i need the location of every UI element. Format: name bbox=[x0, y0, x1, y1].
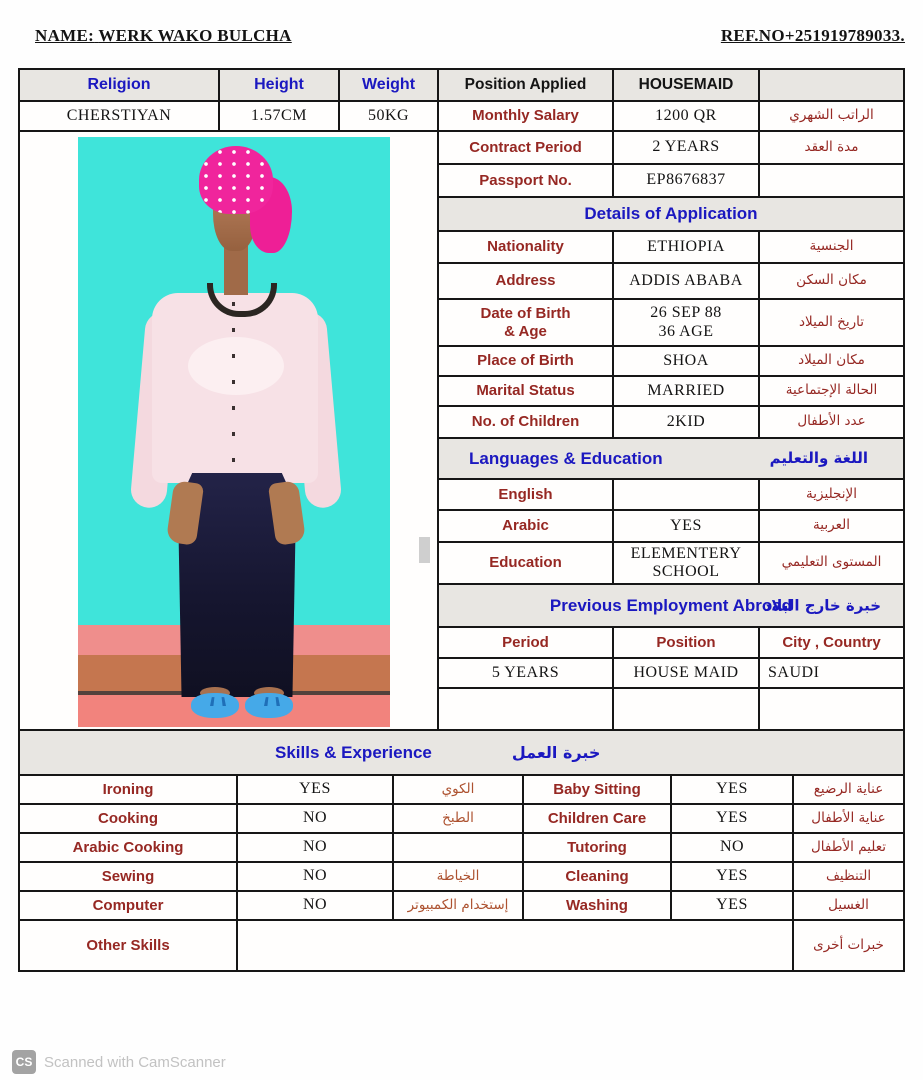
contract-period-label: Contract Period bbox=[439, 132, 612, 163]
english-arabic: الإنجليزية bbox=[760, 480, 903, 509]
camscanner-text: Scanned with CamScanner bbox=[44, 1053, 226, 1071]
photo-flipflop-right bbox=[245, 693, 293, 718]
employment-city-2 bbox=[760, 689, 903, 729]
other-skills-row bbox=[20, 921, 903, 970]
address-arabic: مكان السكن bbox=[760, 264, 903, 298]
row-contract-period bbox=[439, 132, 903, 163]
contract-period-value: 2 YEARS bbox=[614, 132, 758, 163]
nationality-arabic: الجنسية bbox=[760, 232, 903, 262]
skill-ironing-arabic: الكوي bbox=[394, 776, 522, 803]
skill-sewing-arabic: الخياطة bbox=[394, 863, 522, 890]
nationality-label: Nationality bbox=[439, 232, 612, 262]
skill-arabic-cooking-arabic bbox=[394, 834, 522, 861]
skill-computer: Computer bbox=[20, 892, 236, 919]
cv-table bbox=[18, 68, 905, 972]
name-label: NAME: bbox=[35, 26, 95, 45]
passport-arabic bbox=[760, 165, 903, 196]
employment-period-2 bbox=[439, 689, 612, 729]
skill-babysitting-arabic: عناية الرضيع bbox=[794, 776, 903, 803]
contract-period-arabic: مدة العقد bbox=[760, 132, 903, 163]
row-education bbox=[439, 543, 903, 583]
languages-section-header bbox=[439, 439, 903, 478]
marital-status-value: MARRIED bbox=[614, 377, 758, 405]
address-label: Address bbox=[439, 264, 612, 298]
details-column bbox=[439, 132, 903, 729]
skill-cooking-arabic: الطبخ bbox=[394, 805, 522, 832]
place-of-birth-label: Place of Birth bbox=[439, 347, 612, 375]
col-height: Height bbox=[220, 70, 338, 100]
employment-period: 5 YEARS bbox=[439, 659, 612, 687]
marital-status-arabic: الحالة الإجتماعية bbox=[760, 377, 903, 405]
skill-computer-value: NO bbox=[238, 892, 392, 919]
empty-header-cell bbox=[760, 70, 903, 100]
dob-value-line1: 26 SEP 88 bbox=[650, 304, 722, 322]
photo-edge-mark bbox=[419, 537, 430, 563]
photo-blouse-detail bbox=[188, 337, 284, 395]
religion-value: CHERSTIYAN bbox=[20, 102, 218, 130]
col-position-applied: Position Applied bbox=[439, 70, 612, 100]
skill-cleaning: Cleaning bbox=[524, 863, 670, 890]
employment-section-header bbox=[439, 585, 903, 626]
other-skills-value bbox=[238, 921, 792, 970]
place-of-birth-arabic: مكان الميلاد bbox=[760, 347, 903, 375]
children-label: No. of Children bbox=[439, 407, 612, 437]
salary-label: Monthly Salary bbox=[439, 102, 612, 130]
row-arabic-lang bbox=[439, 511, 903, 541]
col-weight: Weight bbox=[340, 70, 437, 100]
row-place-of-birth bbox=[439, 347, 903, 375]
top-value-row bbox=[20, 102, 903, 130]
arabic-lang-label: Arabic bbox=[439, 511, 612, 541]
employment-title-arabic: خبرة خارج البلاد bbox=[763, 595, 881, 614]
skill-washing-value: YES bbox=[672, 892, 792, 919]
passport-label: Passport No. bbox=[439, 165, 612, 196]
education-value-line2: SCHOOL bbox=[652, 563, 720, 580]
english-value bbox=[614, 480, 758, 509]
row-nationality bbox=[439, 232, 903, 262]
employment-city: SAUDI bbox=[760, 659, 903, 687]
skill-sewing-value: NO bbox=[238, 863, 392, 890]
children-arabic: عدد الأطفال bbox=[760, 407, 903, 437]
skill-cooking: Cooking bbox=[20, 805, 236, 832]
education-arabic: المستوى التعليمي bbox=[760, 543, 903, 583]
education-label: Education bbox=[439, 543, 612, 583]
employment-title: Previous Employment Abroad bbox=[549, 595, 793, 615]
employment-position-2 bbox=[614, 689, 758, 729]
skills-title: Skills & Experience bbox=[275, 742, 432, 762]
skill-babysitting: Baby Sitting bbox=[524, 776, 670, 803]
photo-edge bbox=[390, 137, 430, 727]
row-marital-status bbox=[439, 377, 903, 405]
employment-col-period: Period bbox=[439, 628, 612, 657]
photo-buttons bbox=[232, 302, 235, 480]
employment-position: HOUSE MAID bbox=[614, 659, 758, 687]
skill-childrencare-arabic: عناية الأطفال bbox=[794, 805, 903, 832]
nationality-value: ETHIOPIA bbox=[614, 232, 758, 262]
skill-babysitting-value: YES bbox=[672, 776, 792, 803]
skill-cooking-value: NO bbox=[238, 805, 392, 832]
skill-tutoring: Tutoring bbox=[524, 834, 670, 861]
children-value: 2KID bbox=[614, 407, 758, 437]
camscanner-watermark bbox=[12, 1050, 226, 1074]
skill-cleaning-value: YES bbox=[672, 863, 792, 890]
row-children bbox=[439, 407, 903, 437]
address-value: ADDIS ABABA bbox=[614, 264, 758, 298]
education-value-line1: ELEMENTERY bbox=[630, 544, 742, 562]
dob-value bbox=[614, 300, 758, 345]
col-religion: Religion bbox=[20, 70, 218, 100]
arabic-lang-value: YES bbox=[614, 511, 758, 541]
other-skills-label: Other Skills bbox=[20, 921, 236, 970]
place-of-birth-value: SHOA bbox=[614, 347, 758, 375]
employment-columns-row bbox=[439, 628, 903, 657]
skill-ironing-value: YES bbox=[238, 776, 392, 803]
skill-ironing: Ironing bbox=[20, 776, 236, 803]
skill-arabic-cooking: Arabic Cooking bbox=[20, 834, 236, 861]
employment-col-city: City , Country bbox=[760, 628, 903, 657]
salary-value: 1200 QR bbox=[614, 102, 758, 130]
applicant-photo bbox=[78, 137, 430, 727]
passport-value: EP8676837 bbox=[614, 165, 758, 196]
english-label: English bbox=[439, 480, 612, 509]
photo-headscarf bbox=[199, 146, 273, 214]
dob-label bbox=[439, 300, 612, 345]
marital-status-label: Marital Status bbox=[439, 377, 612, 405]
skill-tutoring-arabic: تعليم الأطفال bbox=[794, 834, 903, 861]
ref-number: REF.NO+251919789033. bbox=[720, 26, 905, 45]
table-body bbox=[20, 132, 903, 729]
skill-childrencare-value: YES bbox=[672, 805, 792, 832]
height-value: 1.57CM bbox=[220, 102, 338, 130]
skill-washing: Washing bbox=[524, 892, 670, 919]
top-header-row bbox=[20, 70, 903, 100]
arabic-lang-arabic: العربية bbox=[760, 511, 903, 541]
weight-value: 50KG bbox=[340, 102, 437, 130]
languages-title: Languages & Education bbox=[469, 448, 663, 468]
employment-row-1 bbox=[439, 659, 903, 687]
skill-washing-arabic: الغسيل bbox=[794, 892, 903, 919]
skill-tutoring-value: NO bbox=[672, 834, 792, 861]
skills-grid bbox=[20, 776, 903, 919]
other-skills-arabic: خبرات أخرى bbox=[794, 921, 903, 970]
photo-cell bbox=[20, 132, 437, 729]
skill-sewing: Sewing bbox=[20, 863, 236, 890]
skill-cleaning-arabic: التنظيف bbox=[794, 863, 903, 890]
skills-title-arabic: خبرة العمل bbox=[511, 743, 601, 762]
dob-value-line2: 36 AGE bbox=[658, 322, 714, 340]
camscanner-icon: CS bbox=[12, 1050, 36, 1074]
employment-col-position: Position bbox=[614, 628, 758, 657]
applicant-name bbox=[35, 26, 292, 46]
row-address bbox=[439, 264, 903, 298]
skills-section-header bbox=[20, 731, 903, 774]
name-value: WERK WAKO BULCHA bbox=[98, 26, 292, 45]
row-dob-age bbox=[439, 300, 903, 345]
dob-label-line2: & Age bbox=[504, 322, 547, 340]
page-header bbox=[35, 26, 905, 46]
position-value: HOUSEMAID bbox=[614, 70, 758, 100]
employment-row-2 bbox=[439, 689, 903, 729]
skill-childrencare: Children Care bbox=[524, 805, 670, 832]
languages-title-arabic: اللغة والتعليم bbox=[769, 448, 868, 467]
salary-arabic: الراتب الشهري bbox=[760, 102, 903, 130]
skill-computer-arabic: إستخدام الكمبيوتر bbox=[394, 892, 522, 919]
photo-flipflop-left bbox=[191, 693, 239, 718]
details-section-title: Details of Application bbox=[439, 198, 903, 230]
education-value bbox=[614, 543, 758, 583]
row-english bbox=[439, 480, 903, 509]
skill-arabic-cooking-value: NO bbox=[238, 834, 392, 861]
row-passport bbox=[439, 165, 903, 196]
dob-arabic: تاريخ الميلاد bbox=[760, 300, 903, 345]
dob-label-line1: Date of Birth bbox=[480, 305, 571, 323]
